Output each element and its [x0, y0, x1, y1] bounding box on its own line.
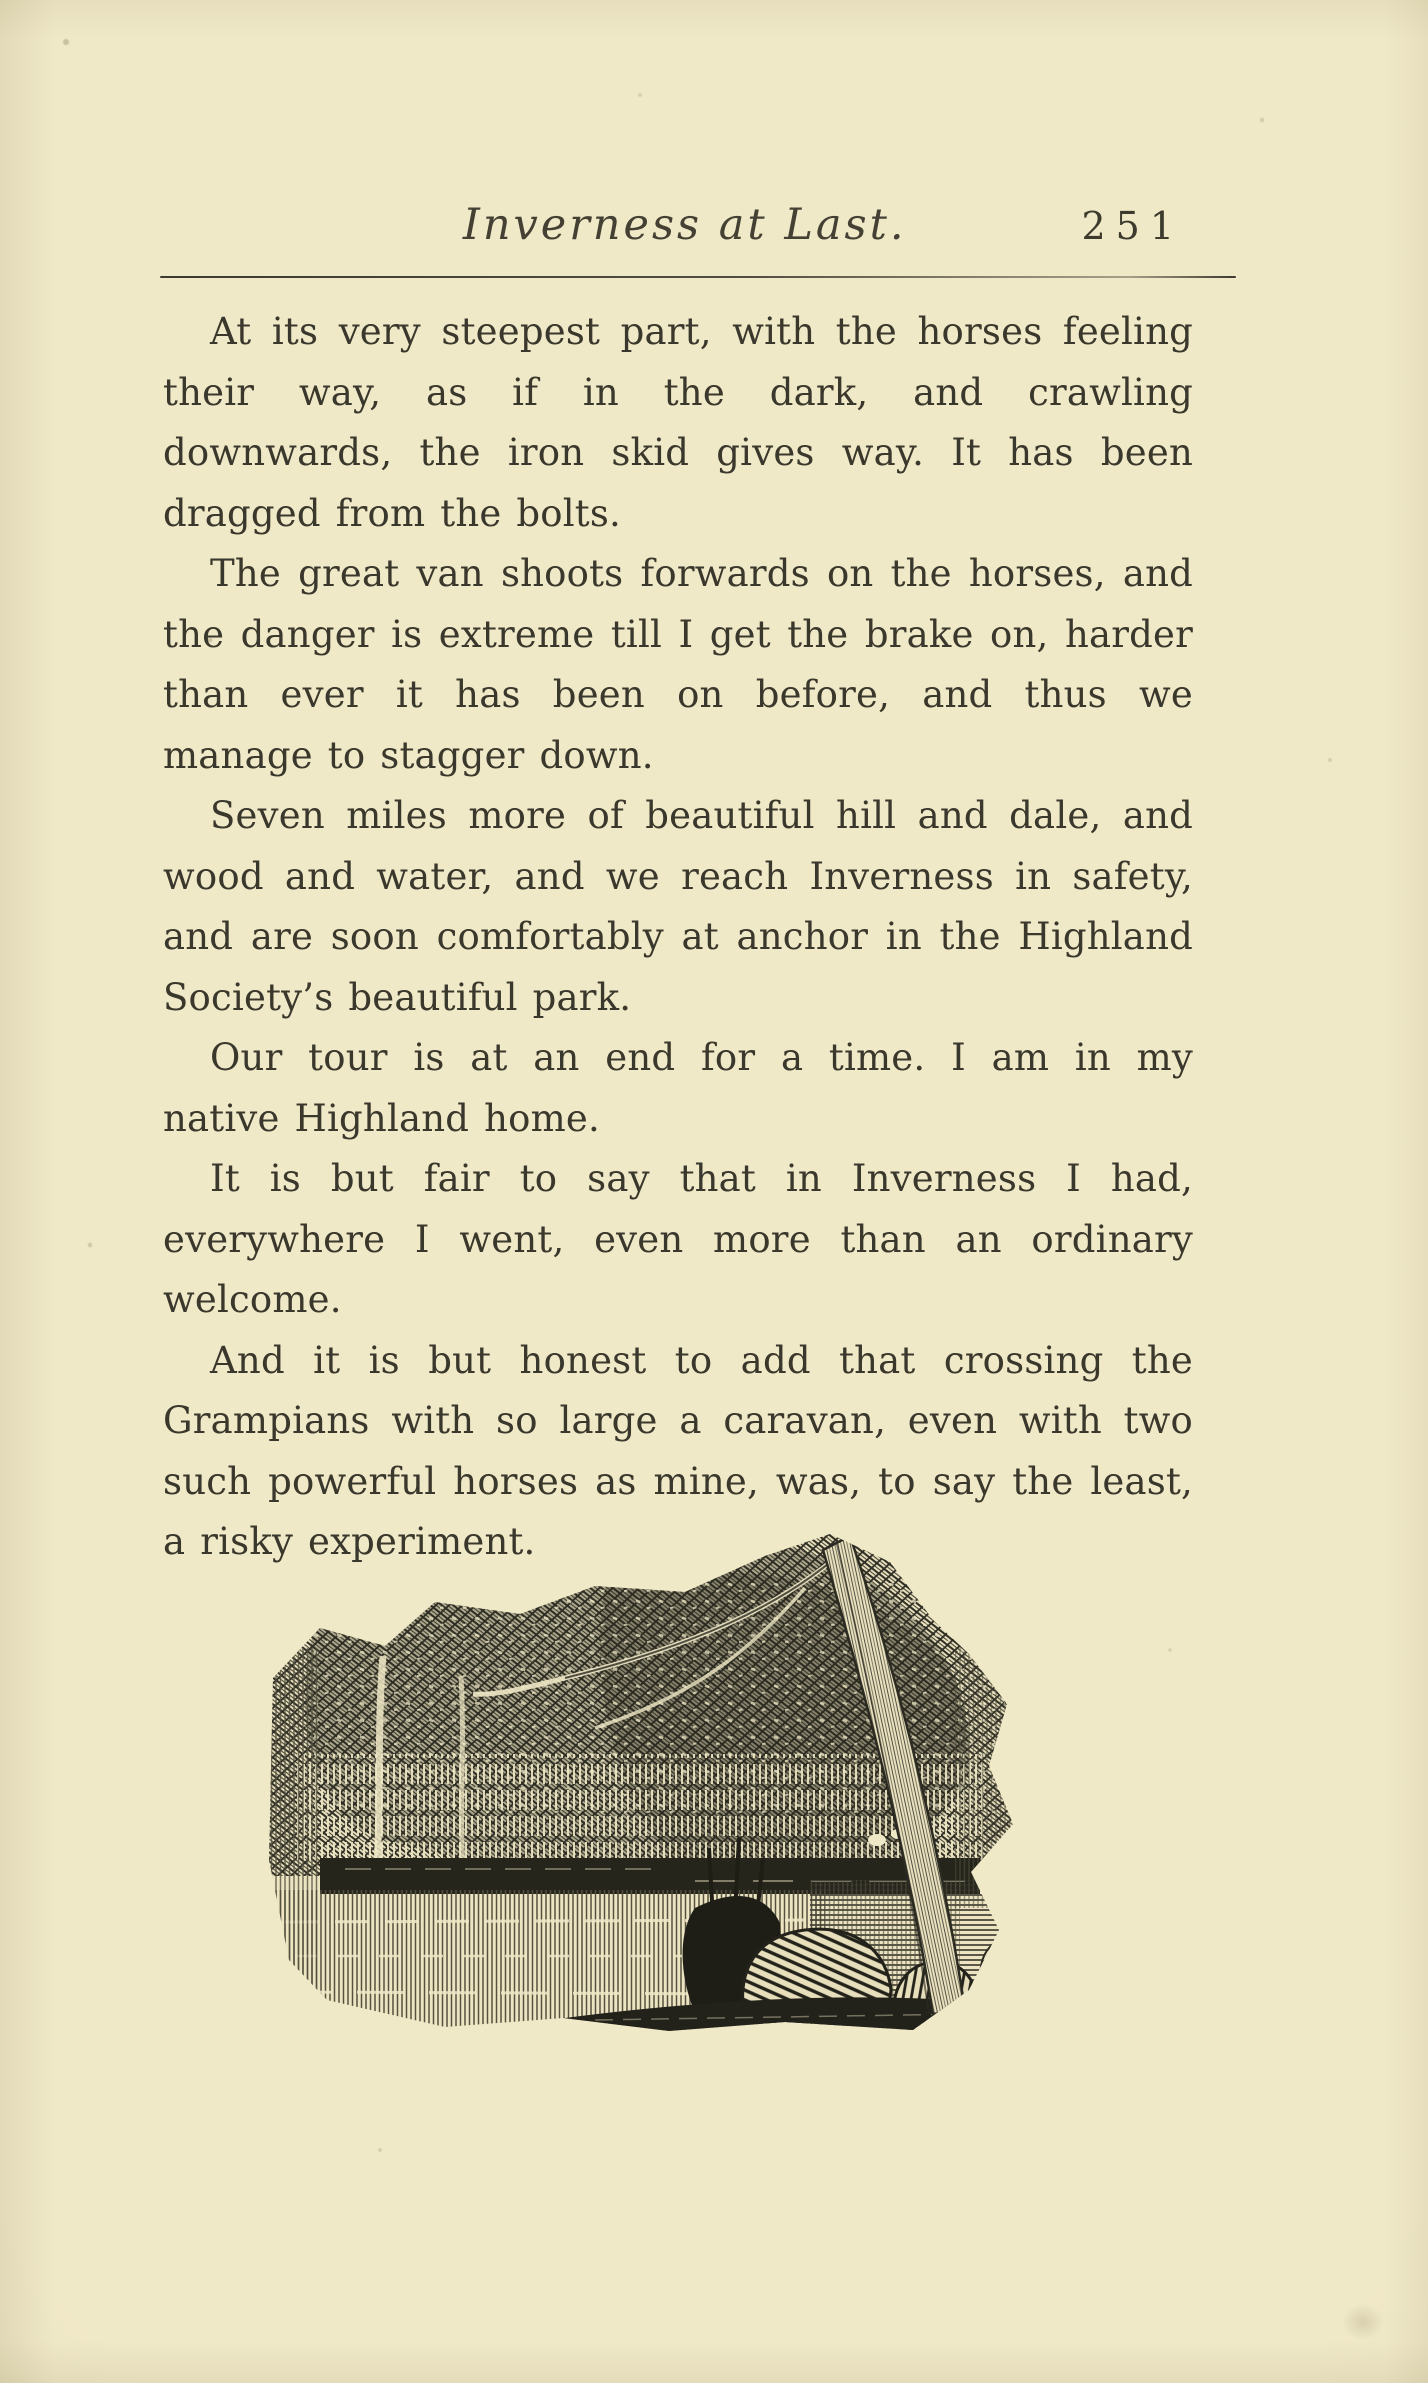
- running-head: [160, 188, 1236, 250]
- running-title: Inverness at Last.: [462, 200, 907, 250]
- page-number: 251: [1081, 204, 1184, 248]
- paragraph-3: Seven miles more of beautiful hill and dale, and wood and water, and we reach Inverness in safety, and are soon comfortably at anchor in the Highland Society’s beautiful park.: [163, 794, 1193, 1019]
- pond-engraving-illustration: [265, 1528, 1065, 2033]
- paragraph-1: At its very steepest part, with the horses feeling their way, as if in the dark, and crawling downwards, the iron skid gives way. It has been dragged from the bolts.: [163, 310, 1193, 535]
- paragraph-6: And it is but honest to add that crossing the Grampians with so large a caravan, even with two such powerful horses as mine, was, to say the least, a risky experiment.: [163, 1338, 1193, 1563]
- pond-engraving-svg: [265, 1528, 1065, 2033]
- header-rule: [160, 276, 1236, 278]
- paragraph-2: The great van shoots forwards on the horses, and the danger is extreme till I get the brake on, harder than ever it has been on before, and thus we manage to stagger down.: [163, 552, 1193, 777]
- paragraph-5: It is but fair to say that in Inverness I had, everywhere I went, even more than an ordinary welcome.: [163, 1157, 1193, 1321]
- paragraph-4: Our tour is at an end for a time. I am in my native Highland home.: [163, 1036, 1193, 1140]
- body-text: [163, 302, 1193, 1573]
